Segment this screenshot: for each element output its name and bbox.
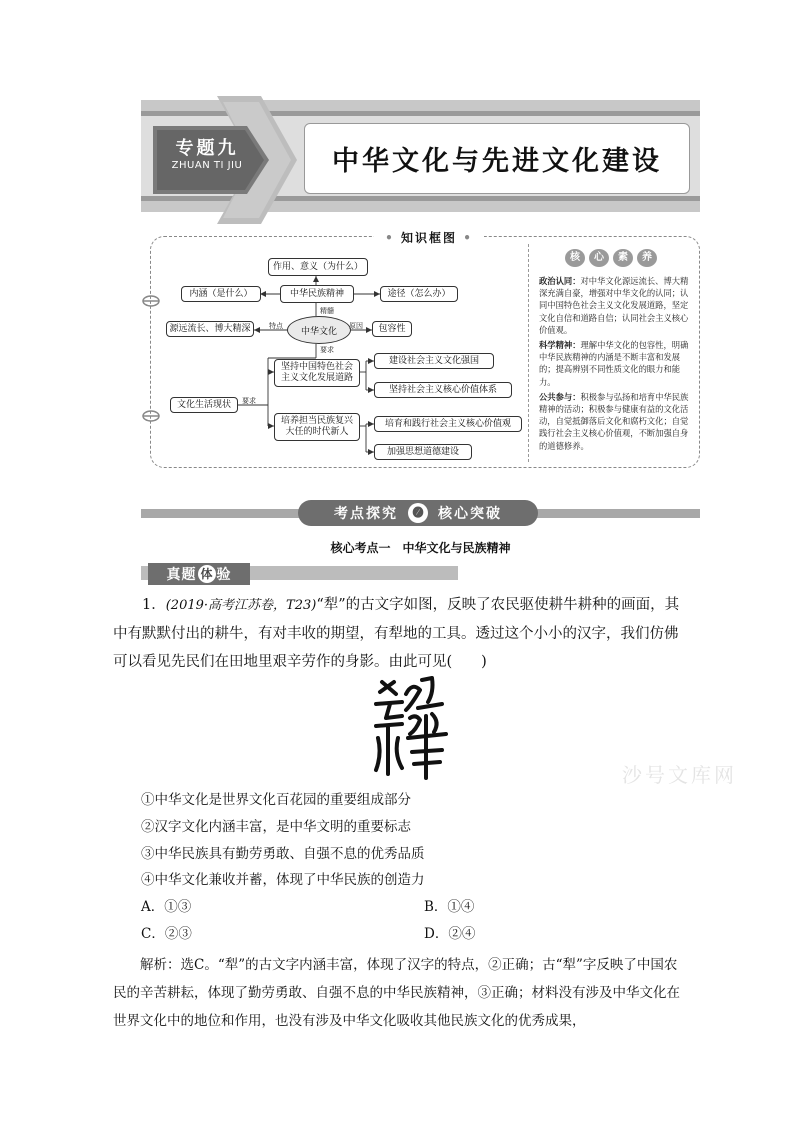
label-require-1: 要求: [320, 346, 334, 354]
section-heading: 考点探究 🅩 核心突破: [298, 500, 538, 526]
node-build-power: 建设社会主义文化强国: [374, 353, 494, 369]
node-function: 作用、意义（为什么）: [268, 258, 368, 276]
core-literacy-item: 科学精神：理解中华文化的包容性，明确中华民族精神的内涵是不断丰富和发展的；提高辨别不同性质文化的眼力和能力。: [539, 340, 689, 387]
core-literacy-title: 核 心 素 养: [565, 245, 677, 263]
page-title: 中华文化与先进文化建设: [304, 123, 690, 194]
node-chinese-culture: 中华文化: [287, 316, 351, 344]
core-literacy-item: 政治认同：对中华文化源远流长、博大精深充满自豪，增强对中华文化的认同；认同中国特色社会主义文化发展道路，坚定文化自信和道路自信；认同社会主义核心价值观。: [539, 276, 689, 335]
topic-tag-pinyin: ZHUAN TI JIU: [171, 160, 243, 171]
core-point-title: 核心考点一 中华文化与民族精神: [330, 541, 511, 555]
question-stem: 1．(2019·高考江苏卷，T23)“犁”的古文字如图，反映了农民驱使耕牛耕种的画面，其中有默默付出的耕牛，有对丰收的期望，有犁地的工具。透过这个小小的汉字，我们仿佛可以看见先民们在田地里艰辛劳作的身影。由此可见( ): [113, 597, 680, 670]
statement-2: ②汉字文化内涵丰富，是中华文明的重要标志: [141, 819, 411, 835]
experience-tab: 真题 体 验: [148, 563, 250, 585]
choice-b: B．①④: [424, 899, 475, 915]
label-feature: 特点: [269, 322, 283, 330]
core-literacy-item: 公共参与：积极参与弘扬和培育中华民族精神的活动；积极参与健康有益的文化活动，自觉抵御落后文化和腐朽文化；自觉践行社会主义核心价值观，不断加强自身的道德修养。: [539, 391, 689, 451]
choice-d: D．②④: [424, 926, 476, 942]
label-reason: 原因: [349, 322, 363, 330]
node-core-values-system: 坚持社会主义核心价值体系: [374, 382, 512, 398]
statement-1: ①中华文化是世界文化百花园的重要组成部分: [141, 792, 411, 808]
node-new-people: 培养担当民族复兴大任的时代新人: [274, 413, 360, 441]
node-national-spirit: 中华民族精神: [280, 285, 354, 303]
statement-3: ③中华民族具有勤劳勇敢、自强不息的优秀品质: [141, 846, 425, 862]
watermark: 沙号文库网: [622, 763, 737, 787]
node-path: 途径（怎么办）: [380, 286, 458, 302]
choice-c: C．②③: [141, 926, 192, 942]
knowledge-framework-title: • 知识框图 •: [374, 229, 484, 247]
core-literacy-text: [539, 275, 691, 455]
statement-4: ④中华文化兼收并蓄，体现了中华民族的创造力: [141, 872, 425, 888]
analysis-text: 解析：选C。“犁”的古文字内涵丰富，体现了汉字的特点，②正确；古“犁”字反映了中国农民的辛苦耕耘，体现了勤劳勇敢、自强不息的中华民族精神，③正确；材料没有涉及中华文化在世界文化中的地位和作用，也没有涉及中华文化吸收其他民族文化的优秀成果，: [113, 957, 680, 1029]
choice-a: A．①③: [141, 899, 192, 915]
topic-tag-chinese: 专题九: [175, 138, 239, 159]
node-connotation: 内涵（是什么）: [181, 286, 261, 302]
label-essence: 精髓: [320, 307, 334, 315]
node-morality: 加强思想道德建设: [374, 444, 472, 460]
node-cultural-status: 文化生活现状: [170, 397, 238, 413]
node-inclusive: 包容性: [372, 321, 412, 337]
node-practice-values: 培育和践行社会主义核心价值观: [374, 416, 522, 432]
label-require-2: 要求: [242, 397, 256, 405]
section-emblem-icon: 🅩: [408, 503, 428, 523]
node-origin: 源远流长、博大精深: [166, 321, 254, 337]
ancient-li-character-image: [372, 674, 452, 780]
node-socialist-road: 坚持中国特色社会主义文化发展道路: [274, 359, 360, 387]
